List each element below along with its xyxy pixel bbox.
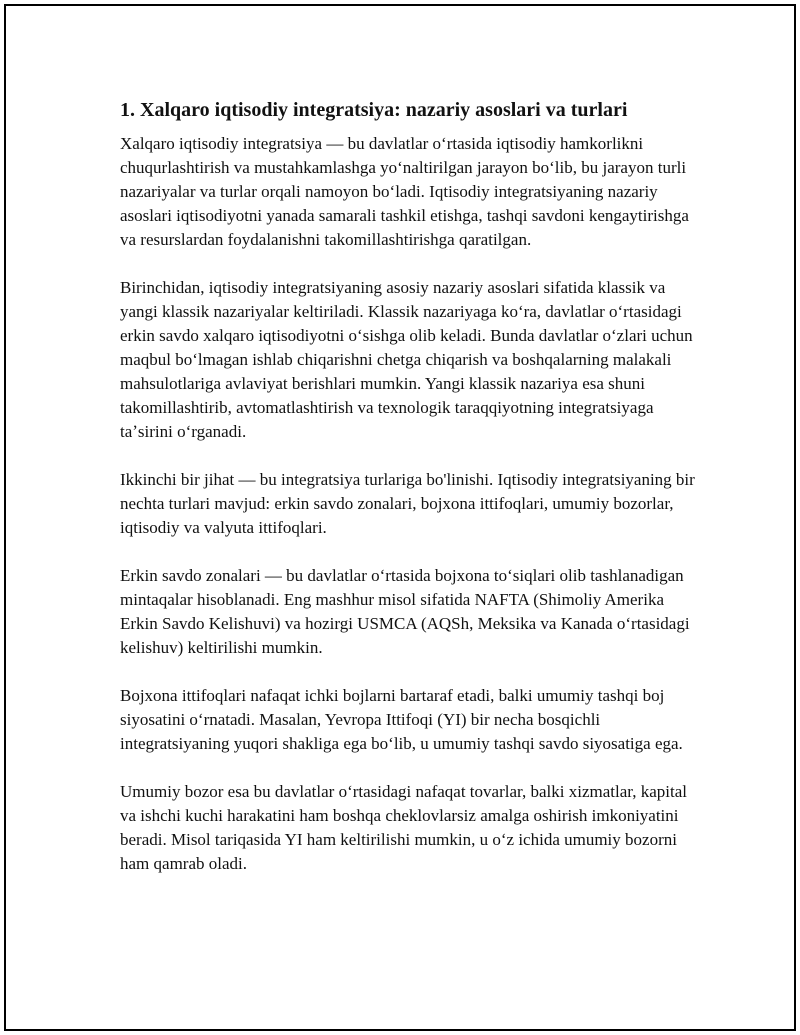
paragraph-theories: Birinchidan, iqtisodiy integratsiyaning asosiy nazariy asoslari sifatida klassik va yangi klassik nazariyalar keltiriladi. Klassik nazariyaga koʻra, davlatlar oʻrtasidagi erkin savdo xalqaro iqtisodiyotni oʻsishga olib keladi. Bunda davlatlar oʻzlari uchun maqbul boʻlmagan ishlab chiqarishni chetga chiqarish va boshqalarning malakali mahsulotlariga avlaviyat berishlari mumkin. Yangi klassik nazariya esa shuni takomillashtirib, avtomatlashtirish va texnologik taraqqiyotning integratsiyaga taʼsirini oʻrganadi. [120, 278, 693, 441]
section-heading: 1. Xalqaro iqtisodiy integratsiya: nazariy asoslari va turlari [120, 99, 628, 121]
paragraph-free-trade-zones: Erkin savdo zonalari — bu davlatlar oʻrtasida bojxona toʻsiqlari olib tashlanadigan mintaqalar hisoblanadi. Eng mashhur misol sifatida NAFTA (Shimoliy Amerika Erkin Savdo Kelishuvi) va hozirgi USMCA (AQSh, Meksika va Kanada oʻrtasidagi kelishuv) keltirilishi mumkin. [120, 566, 690, 657]
paragraph-common-market: Umumiy bozor esa bu davlatlar oʻrtasidagi nafaqat tovarlar, balki xizmatlar, kapital va ishchi kuchi harakatini ham boshqa cheklovlarsiz amalga oshirish imkoniyatini beradi. Misol tariqasida YI ham keltirilishi mumkin, u oʻz ichida umumiy bozorni ham qamrab oladi. [120, 782, 687, 873]
paragraph-customs-unions: Bojxona ittifoqlari nafaqat ichki bojlarni bartaraf etadi, balki umumiy tashqi boj siyosatini oʻrnatadi. Masalan, Yevropa Ittifoqi (YI) bir necha bosqichli integratsiyaning yuqori shakliga ega boʻlib, u umumiy tashqi savdo siyosatiga ega. [120, 686, 683, 753]
document-body [120, 96, 700, 900]
paragraph-types: Ikkinchi bir jihat — bu integratsiya turlariga bo'linishi. Iqtisodiy integratsiyaning bir nechta turlari mavjud: erkin savdo zonalari, bojxona ittifoqlari, umumiy bozorlar, iqtisodiy va valyuta ittifoqlari. [120, 470, 695, 537]
page-frame [4, 4, 796, 1031]
paragraph-intro: Xalqaro iqtisodiy integratsiya — bu davlatlar oʻrtasida iqtisodiy hamkorlikni chuqurlashtirish va mustahkamlashga yoʻnaltirilgan jarayon boʻlib, bu jarayon turli nazariyalar va turlar orqali namoyon boʻladi. Iqtisodiy integratsiyaning nazariy asoslari iqtisodiyotni yanada samarali tashkil etishga, tashqi savdoni kengaytirishga va resurslardan foydalanishni takomillashtirishga qaratilgan. [120, 134, 689, 249]
